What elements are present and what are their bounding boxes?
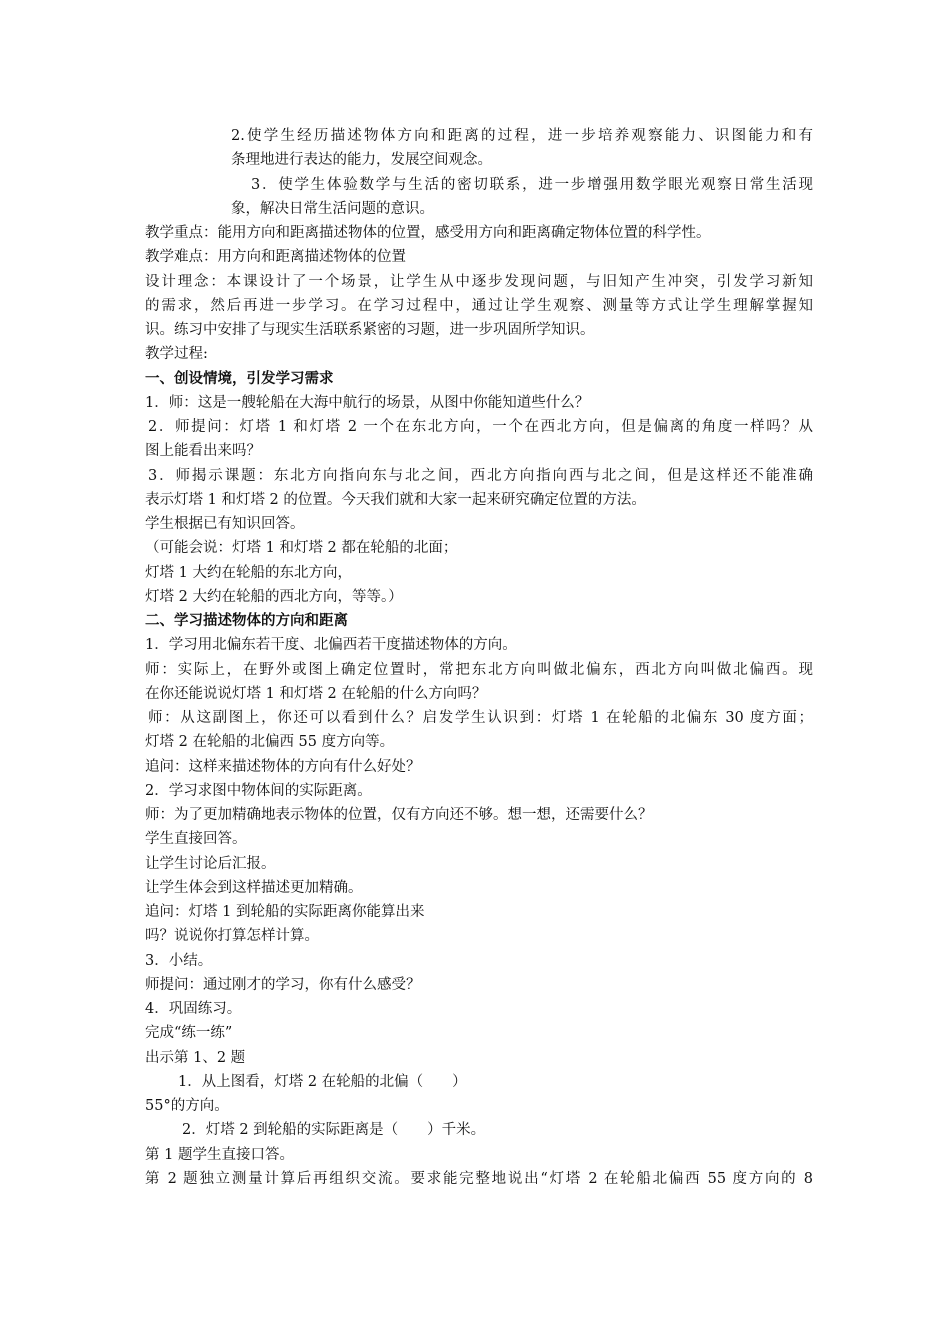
text-line: 教学过程: bbox=[145, 346, 208, 363]
text-line: 3．小结。 bbox=[145, 952, 213, 969]
text-line: 教学难点：用方向和距离描述物体的位置 bbox=[145, 249, 406, 266]
document-body bbox=[145, 124, 813, 1191]
text-line: 2．师提问：灯塔 1 和灯塔 2 一个在东北方向，一个在西北方向，但是偏离的角度一样吗？从 bbox=[148, 419, 813, 435]
text-line: 吗？说说你打算怎样计算。 bbox=[145, 928, 319, 945]
text-line: 追问：这样来描述物体的方向有什么好处？ bbox=[145, 758, 421, 775]
text-line: 灯塔 1 大约在轮船的东北方向， bbox=[145, 564, 352, 581]
text-line: 3．使学生体验数学与生活的密切联系，进一步增强用数学眼光观察日常生活现 bbox=[251, 176, 813, 193]
text-line: 象，解决日常生活问题的意识。 bbox=[231, 200, 434, 217]
text-line: 教学重点：能用方向和距离描述物体的位置，感受用方向和距离确定物体位置的科学性。 bbox=[145, 225, 711, 241]
text-line: 让学生讨论后汇报。 bbox=[145, 855, 276, 872]
text-line: 55°的方向。 bbox=[145, 1098, 229, 1114]
text-line: 识。练习中安排了与现实生活联系紧密的习题，进一步巩固所学知识。 bbox=[145, 322, 595, 338]
text-line: 1．学习用北偏东若干度、北偏西若干度描述物体的方向。 bbox=[145, 637, 517, 654]
text-line: 师提问：通过刚才的学习，你有什么感受？ bbox=[145, 976, 421, 993]
text-line: 1．师：这是一艘轮船在大海中航行的场景，从图中你能知道些什么？ bbox=[145, 394, 590, 411]
text-line: 师：实际上，在野外或图上确定位置时，常把东北方向叫做北偏东，西北方向叫做北偏西。现 bbox=[145, 661, 813, 678]
text-line: （可能会说：灯塔 1 和灯塔 2 都在轮船的北面； bbox=[145, 540, 458, 557]
text-line: 师：从这副图上，你还可以看到什么？启发学生认识到：灯塔 1 在轮船的北偏东 30 度方面； bbox=[148, 710, 813, 726]
text-line: 让学生体会到这样描述更加精确。 bbox=[145, 879, 363, 896]
text-line: 一、创设情境，引发学习需求 bbox=[145, 369, 334, 387]
text-line: 4．巩固练习。 bbox=[145, 1001, 242, 1017]
text-line: 在你还能说说灯塔 1 和灯塔 2 在轮船的什么方向吗？ bbox=[145, 685, 487, 702]
text-line: 第 1 题学生直接口答。 bbox=[145, 1146, 294, 1163]
text-line: 灯塔 2 在轮船的北偏西 55 度方向等。 bbox=[145, 734, 395, 751]
text-line: 2.使学生经历描述物体方向和距离的过程，进一步培养观察能力、识图能力和有 bbox=[231, 128, 813, 144]
text-line: 条理地进行表达的能力，发展空间观念。 bbox=[231, 152, 492, 169]
text-line: 师：为了更加精确地表示物体的位置，仅有方向还不够。想一想，还需要什么？ bbox=[145, 807, 653, 823]
text-line: 1．从上图看，灯塔 2 在轮船的北偏（ ） bbox=[178, 1073, 467, 1090]
text-line: 表示灯塔 1 和灯塔 2 的位置。今天我们就和大家一起来研究确定位置的方法。 bbox=[145, 491, 646, 508]
text-line: 学生直接回答。 bbox=[145, 831, 247, 848]
text-line: 图上能看出来吗？ bbox=[145, 443, 261, 460]
text-line: 设计理念：本课设计了一个场景，让学生从中逐步发现问题，与旧知产生冲突，引发学习新知 bbox=[145, 273, 813, 290]
text-line: 灯塔 2 大约在轮船的西北方向，等等。） bbox=[145, 588, 403, 605]
text-line: 追问：灯塔 1 到轮船的实际距离你能算出来 bbox=[145, 904, 425, 920]
text-line: 学生根据已有知识回答。 bbox=[145, 516, 305, 532]
text-line: 完成“练一练” bbox=[145, 1025, 233, 1042]
text-line: 2．灯塔 2 到轮船的实际距离是（ ）千米。 bbox=[182, 1122, 486, 1139]
text-line: 3．师揭示课题：东北方向指向东与北之间，西北方向指向西与北之间，但是这样还不能准确 bbox=[148, 467, 813, 484]
text-line: 2．学习求图中物体间的实际距离。 bbox=[145, 782, 372, 799]
text-line: 二、学习描述物体的方向和距离 bbox=[145, 612, 348, 629]
text-line: 的需求，然后再进一步学习。在学习过程中，通过让学生观察、测量等方式让学生理解掌握知 bbox=[145, 297, 813, 314]
text-line: 第 2 题独立测量计算后再组织交流。要求能完整地说出“灯塔 2 在轮船北偏西 55 度方向的 8 bbox=[145, 1170, 813, 1187]
text-line: 出示第 1、2 题 bbox=[145, 1049, 246, 1066]
